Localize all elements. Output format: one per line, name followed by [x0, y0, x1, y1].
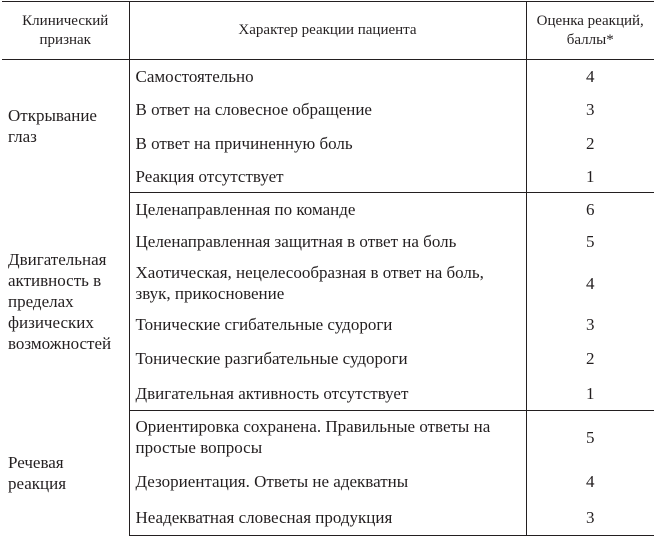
- table-row: [2, 193, 654, 227]
- response-cell: Целенаправленная по команде: [129, 193, 526, 227]
- score-cell: 3: [526, 499, 654, 536]
- header-row: [2, 2, 654, 60]
- response-cell: Тонические сгибательные судороги: [129, 309, 526, 340]
- score-cell: 3: [586, 315, 595, 334]
- score-cell: 4: [586, 273, 595, 293]
- response-cell: В ответ на словесное обращение: [129, 93, 526, 126]
- clinical-sign-eye-opening: Открывание глаз: [8, 106, 97, 147]
- response-cell: Неадекватная словесная продукция: [129, 499, 526, 536]
- score-cell: 6: [586, 200, 595, 219]
- table-row: [2, 411, 654, 464]
- response-cell: Хаотическая, нецелесообразная в ответ на боль, звук, прикосновение: [129, 257, 526, 309]
- header-patient-response: Характер реакции пациента: [129, 2, 526, 60]
- clinical-sign-motor-activity: Двигательная активность в пределах физических возможностей: [8, 250, 112, 353]
- score-cell: 3: [586, 100, 595, 119]
- score-cell: 5: [586, 232, 595, 251]
- response-cell: В ответ на причиненную боль: [129, 126, 526, 161]
- table-row: [2, 60, 654, 94]
- score-cell: 4: [586, 471, 595, 491]
- header-clinical-sign: Клинический признак: [2, 2, 129, 60]
- glasgow-coma-scale-table: [2, 1, 654, 536]
- score-cell: 2: [586, 134, 595, 153]
- score-cell: 5: [586, 427, 595, 447]
- response-cell: Дезориентация. Ответы не адекватны: [129, 463, 526, 499]
- score-cell: 1: [526, 376, 654, 411]
- header-score: Оценка реакций, баллы*: [526, 2, 654, 60]
- response-cell: Ориентировка сохранена. Правильные ответы на простые вопросы: [129, 411, 526, 464]
- score-cell: 4: [586, 67, 595, 86]
- score-cell: 2: [586, 348, 595, 368]
- clinical-sign-verbal-response: Речевая реакция: [8, 453, 67, 493]
- response-cell: Самостоятельно: [129, 60, 526, 94]
- score-cell: 1: [526, 161, 654, 193]
- response-cell: Тонические разгибательные судороги: [129, 340, 526, 376]
- response-cell: Целенаправленная защитная в ответ на боль: [129, 226, 526, 257]
- response-cell: Реакция отсутствует: [129, 161, 526, 193]
- response-cell: Двигательная активность отсутствует: [129, 376, 526, 411]
